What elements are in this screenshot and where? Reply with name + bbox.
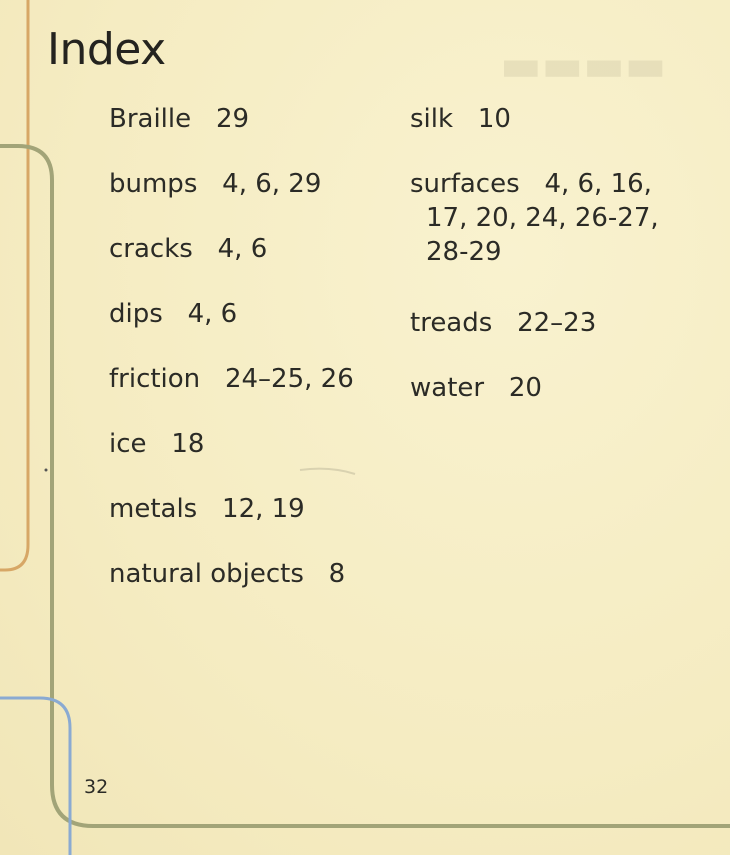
index-term: silk (410, 104, 454, 134)
index-pages: 12, 19 (222, 494, 305, 524)
index-entry (410, 167, 676, 269)
index-term: metals (109, 494, 198, 524)
index-pages: 29 (215, 104, 250, 134)
index-pages: 4, 6, 16, 17, 20, 24, 26-27, 28-29 (426, 169, 659, 267)
index-term: surfaces (410, 169, 520, 199)
index-term: treads (410, 308, 493, 338)
index-term: cracks (109, 234, 193, 264)
index-entry (109, 557, 389, 591)
index-term: natural objects (109, 559, 304, 589)
index-entry (109, 427, 359, 461)
index-entry (410, 371, 650, 405)
index-entry (109, 492, 359, 526)
index-pages: 4, 6, 29 (222, 169, 322, 199)
page-title: Index (47, 24, 166, 75)
index-term: friction (109, 364, 201, 394)
index-pages: 22–23 (517, 308, 597, 338)
index-pages: 10 (477, 104, 511, 134)
index-entry (109, 102, 359, 136)
index-pages: 4, 6 (217, 234, 268, 264)
index-pages: 18 (171, 429, 205, 459)
index-pages: 24–25, 26 (224, 364, 354, 394)
index-entry (109, 167, 359, 201)
index-pages: 8 (328, 559, 346, 589)
index-pages: 4, 6 (187, 299, 238, 329)
index-entry (109, 232, 359, 266)
index-entry (109, 297, 359, 331)
index-term: water (410, 373, 485, 403)
index-entry (410, 306, 650, 340)
index-pages: 20 (508, 373, 542, 403)
index-term: dips (109, 299, 163, 329)
index-entry (410, 102, 650, 136)
show-through-texture: ▬▬▬▬ (500, 40, 667, 91)
index-term: ice (109, 429, 147, 459)
index-term: bumps (109, 169, 198, 199)
index-entry (109, 362, 359, 396)
index-term: Braille (109, 104, 192, 134)
page-number: 32 (84, 776, 109, 798)
